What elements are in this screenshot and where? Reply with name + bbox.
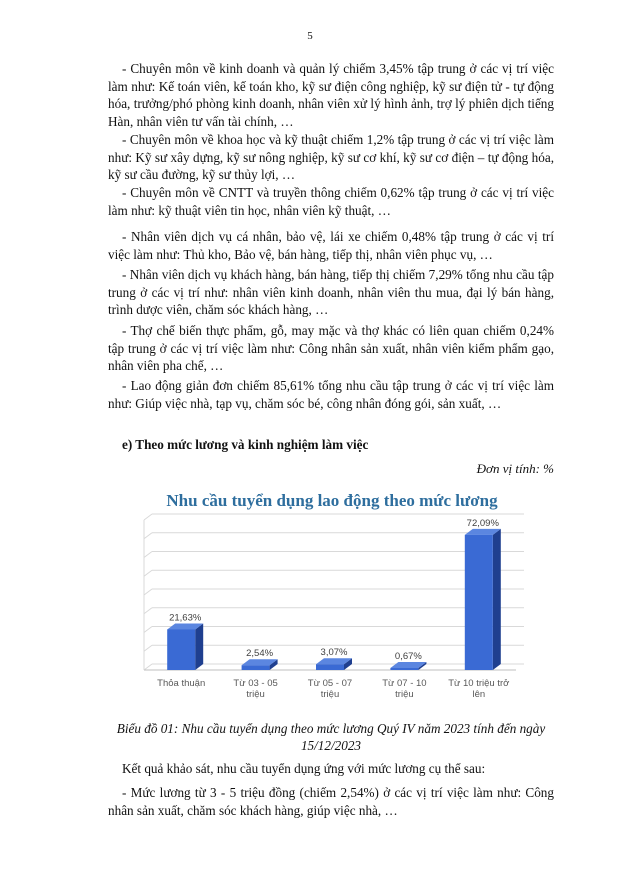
chart-caption: Biểu đồ 01: Nhu cầu tuyển dụng theo mức lương Quý IV năm 2023 tính đến ngày 15/12/2023 <box>116 721 546 753</box>
grid-line <box>144 589 152 595</box>
page-number: 5 <box>307 30 313 42</box>
category-label: Từ 03 - 05 triệu <box>233 678 278 700</box>
bar-front <box>242 665 270 670</box>
paragraph-elementary: - Lao động giản đơn chiếm 85,61% tổng nhu cầu tập trung ở các vị trí việc làm như: Giúp việc nhà, tạp vụ, chăm sóc bé, công nhân đóng gói, sản xuất, … <box>108 378 554 411</box>
bar-side <box>493 529 501 670</box>
bar-5 <box>465 529 501 670</box>
section-heading: e) Theo mức lương và kinh nghiệm làm việc <box>122 437 369 452</box>
category-label: Thỏa thuận <box>157 678 206 689</box>
paragraph-survey-intro: Kết quả khảo sát, nhu cầu tuyển dụng ứng với mức lương cụ thể sau: <box>122 761 486 776</box>
bar-front <box>167 629 195 670</box>
bar-front <box>390 668 418 670</box>
chart-value-labels <box>169 518 499 662</box>
bar-front <box>316 664 344 670</box>
bar-1 <box>167 623 203 670</box>
chart-title: Nhu cầu tuyển dụng lao động theo mức lương <box>166 491 498 510</box>
paragraph-it: - Chuyên môn về CNTT và truyền thông chiếm 0,62% tập trung ở các vị trí việc làm như: kỹ thuật viên tin học, nhân viên kỹ thuật, … <box>108 185 554 218</box>
grid-line <box>144 664 152 670</box>
paragraph-salary-3-5: - Mức lương từ 3 - 5 triệu đồng (chiếm 2,54%) ở các vị trí việc làm như: Công nhân sản xuất, chăm sóc khách hàng, giúp việc nhà, … <box>108 785 554 818</box>
bar-4 <box>390 662 426 670</box>
paragraph-business: - Chuyên môn về kinh doanh và quản lý chiếm 3,45% tập trung ở các vị trí việc làm như: Kế toán viên, kế toán kho, kỹ sư điện công nghiệp, kỹ sư điện tử - tự động hóa, trưởng/phó phòng kinh doanh, nhân viên xử lý hình ảnh, trợ lý phiên dịch tiếng Hàn, nhân viên tư vấn tài chính, … <box>108 61 554 129</box>
bar-2 <box>242 659 278 670</box>
bar-3 <box>316 658 352 670</box>
paragraph-craft: - Thợ chế biến thực phẩm, gỗ, may mặc và thợ khác có liên quan chiếm 0,24% tập trung ở các vị trí việc làm như: Công nhân sản xuất, nhân viên kiểm phẩm gạo, nhân viên pha chế, … <box>108 323 554 374</box>
category-label: Từ 10 triệu trở lên <box>448 678 510 700</box>
paragraph-sales: - Nhân viên dịch vụ khách hàng, bán hàng, tiếp thị chiếm 7,29% tổng nhu cầu tập trung ở các vị trí như: nhân viên kinh doanh, nhân viên thu mua, đại lý bán hàng, trình dược viên, chăm sóc khách hàng, … <box>108 267 554 318</box>
chart-category-labels <box>157 678 509 700</box>
paragraph-personal-service: - Nhân viên dịch vụ cá nhân, bảo vệ, lái xe chiếm 0,48% tập trung ở các vị trí việc làm như: Thủ kho, Bảo vệ, bán hàng, tiếp thị, nhân viên phục vụ, … <box>108 229 554 262</box>
bar-front <box>465 535 493 670</box>
grid-line <box>144 608 152 614</box>
bar-value-label: 0,67% <box>394 651 422 662</box>
grid-line <box>144 533 152 539</box>
grid-line <box>144 514 152 520</box>
bar-value-label: 3,07% <box>320 647 348 659</box>
category-label: Từ 07 - 10 triệu <box>382 678 427 700</box>
grid-line <box>144 627 152 633</box>
bar-value-label: 21,63% <box>169 612 202 624</box>
paragraph-science: - Chuyên môn về khoa học và kỹ thuật chiếm 1,2% tập trung ở các vị trí việc làm như: Kỹ sư xây dựng, kỹ sư nông nghiệp, kỹ sư cơ khí, kỹ sư cơ điện – tự động hóa, kỹ sư cầu đường, kỹ sư thủy lợi, … <box>108 132 554 183</box>
grid-line <box>144 570 152 576</box>
grid-line <box>144 645 152 651</box>
bar-value-label: 72,09% <box>466 517 499 529</box>
bar-side <box>195 623 203 670</box>
category-label: Từ 05 - 07 triệu <box>307 678 353 700</box>
unit-note: Đơn vị tính: % <box>476 461 554 476</box>
grid-line <box>144 552 152 558</box>
bar-value-label: 2,54% <box>246 648 274 660</box>
salary-bar-chart <box>108 478 556 710</box>
